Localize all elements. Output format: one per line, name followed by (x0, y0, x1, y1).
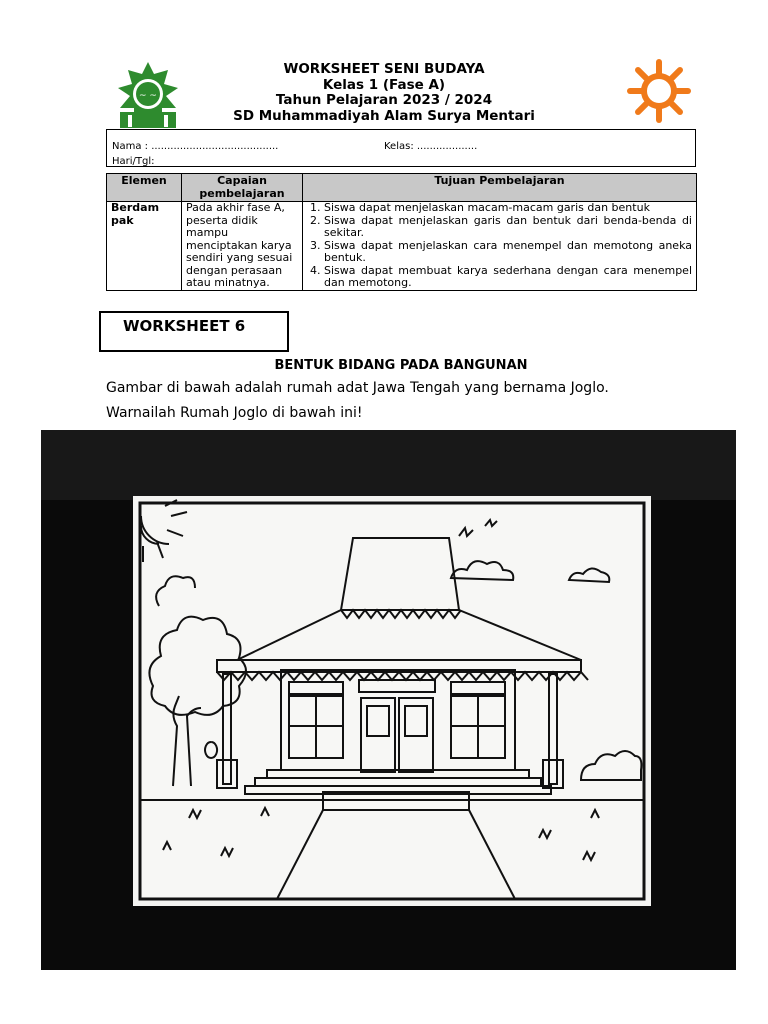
table-cell-capaian: Pada akhir fase A, peserta didik mampu menciptakan karya sendiri yang sesuai dengan perasaan atau minatnya. (182, 202, 303, 291)
joglo-coloring-photo (41, 430, 736, 970)
table-header-capaian: Capaian pembelajaran (182, 174, 303, 202)
name-field[interactable]: Nama : ........................................ (112, 141, 279, 152)
joglo-house-drawing (41, 430, 736, 970)
student-info-box (106, 129, 696, 167)
instruction-line-2: Warnailah Rumah Joglo di bawah ini! (106, 405, 363, 421)
header-school: SD Muhammadiyah Alam Surya Mentari (233, 108, 535, 124)
instruction-line-1: Gambar di bawah adalah rumah adat Jawa Tengah yang bernama Joglo. (106, 380, 609, 396)
header-title: WORKSHEET SENI BUDAYA (283, 61, 485, 77)
class-field[interactable]: Kelas: ................... (384, 141, 478, 152)
goal-item: 1. Siswa dapat menjelaskan macam-macam garis dan bentuk (324, 202, 692, 215)
worksheet-title: BENTUK BIDANG PADA BANGUNAN (274, 358, 528, 373)
worksheet-label: WORKSHEET 6 (99, 311, 289, 352)
date-field[interactable]: Hari/Tgl: (112, 156, 155, 167)
header-year: Tahun Pelajaran 2023 / 2024 (275, 92, 493, 108)
goal-item: 2. Siswa dapat menjelaskan garis dan bentuk dari benda-benda di sekitar. (324, 215, 692, 240)
svg-text:~ ~: ~ ~ (139, 91, 157, 101)
learning-table (106, 173, 697, 291)
goal-item: 3. Siswa dapat menjelaskan cara menempel dan memotong aneka bentuk. (324, 240, 692, 265)
header-class: Kelas 1 (Fase A) (322, 77, 446, 93)
table-cell-elemen: Berdam pak (107, 202, 182, 291)
table-cell-tujuan (303, 202, 697, 291)
table-header-tujuan: Tujuan Pembelajaran (303, 174, 697, 202)
table-header-elemen: Elemen (107, 174, 182, 202)
goal-item: 4. Siswa dapat membuat karya sederhana dengan cara menempel dan memotong. (324, 265, 692, 290)
